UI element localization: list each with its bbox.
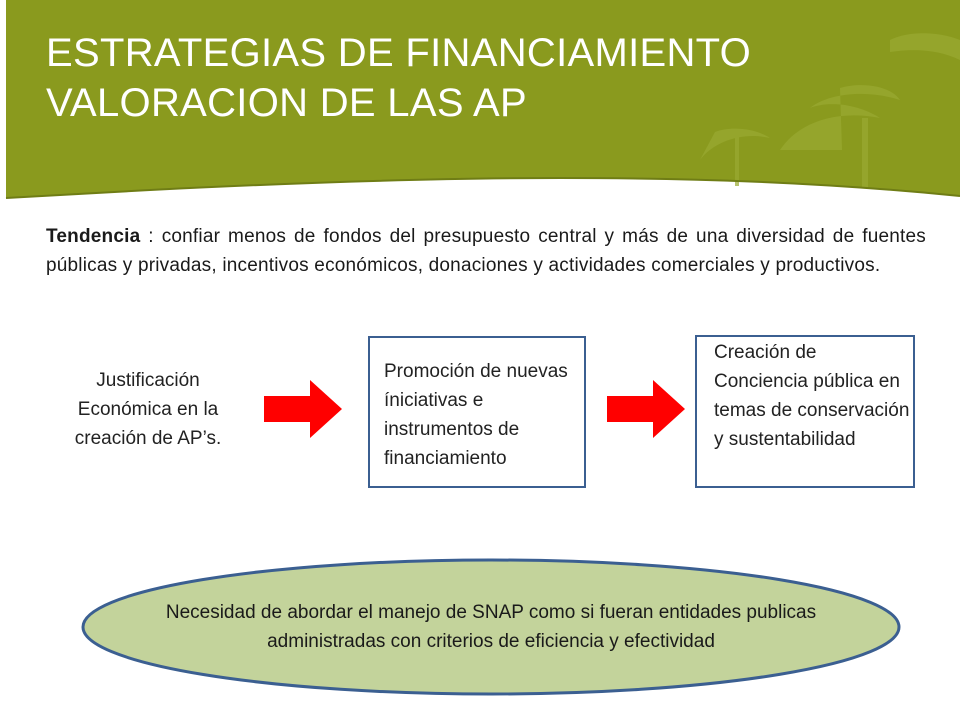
title-banner — [0, 0, 960, 210]
right-arrow-icon — [607, 380, 687, 438]
conclusion-ellipse — [80, 557, 902, 697]
trend-paragraph — [46, 222, 926, 280]
right-arrow-icon — [264, 380, 344, 438]
title-line-2: VALORACION DE LAS AP — [46, 81, 527, 125]
step-2-text: Promoción de nuevas íniciativas e instrumentos de financiamiento — [384, 361, 568, 469]
trend-label: Tendencia — [46, 226, 141, 247]
title-line-1: ESTRATEGIAS DE FINANCIAMIENTO — [46, 31, 752, 75]
conclusion-text: Necesidad de abordar el manejo de SNAP como si fueran entidades publicas administradas con criterios de eficiencia y efectividad — [165, 602, 817, 652]
slide-title — [46, 28, 906, 128]
step-2-box — [368, 336, 586, 488]
step-3-box — [695, 335, 915, 488]
step-1-text: Justificación Económica en la creación de AP’s. — [74, 370, 222, 449]
trend-text: : confiar menos de fondos del presupuesto central y más de una diversidad de fuentes públicas y privadas, incentivos económicos, donaciones y actividades comerciales y productivos. — [46, 226, 926, 276]
step-3-text: Creación de Conciencia pública en temas de conservación y sustentabilidad — [714, 342, 910, 450]
